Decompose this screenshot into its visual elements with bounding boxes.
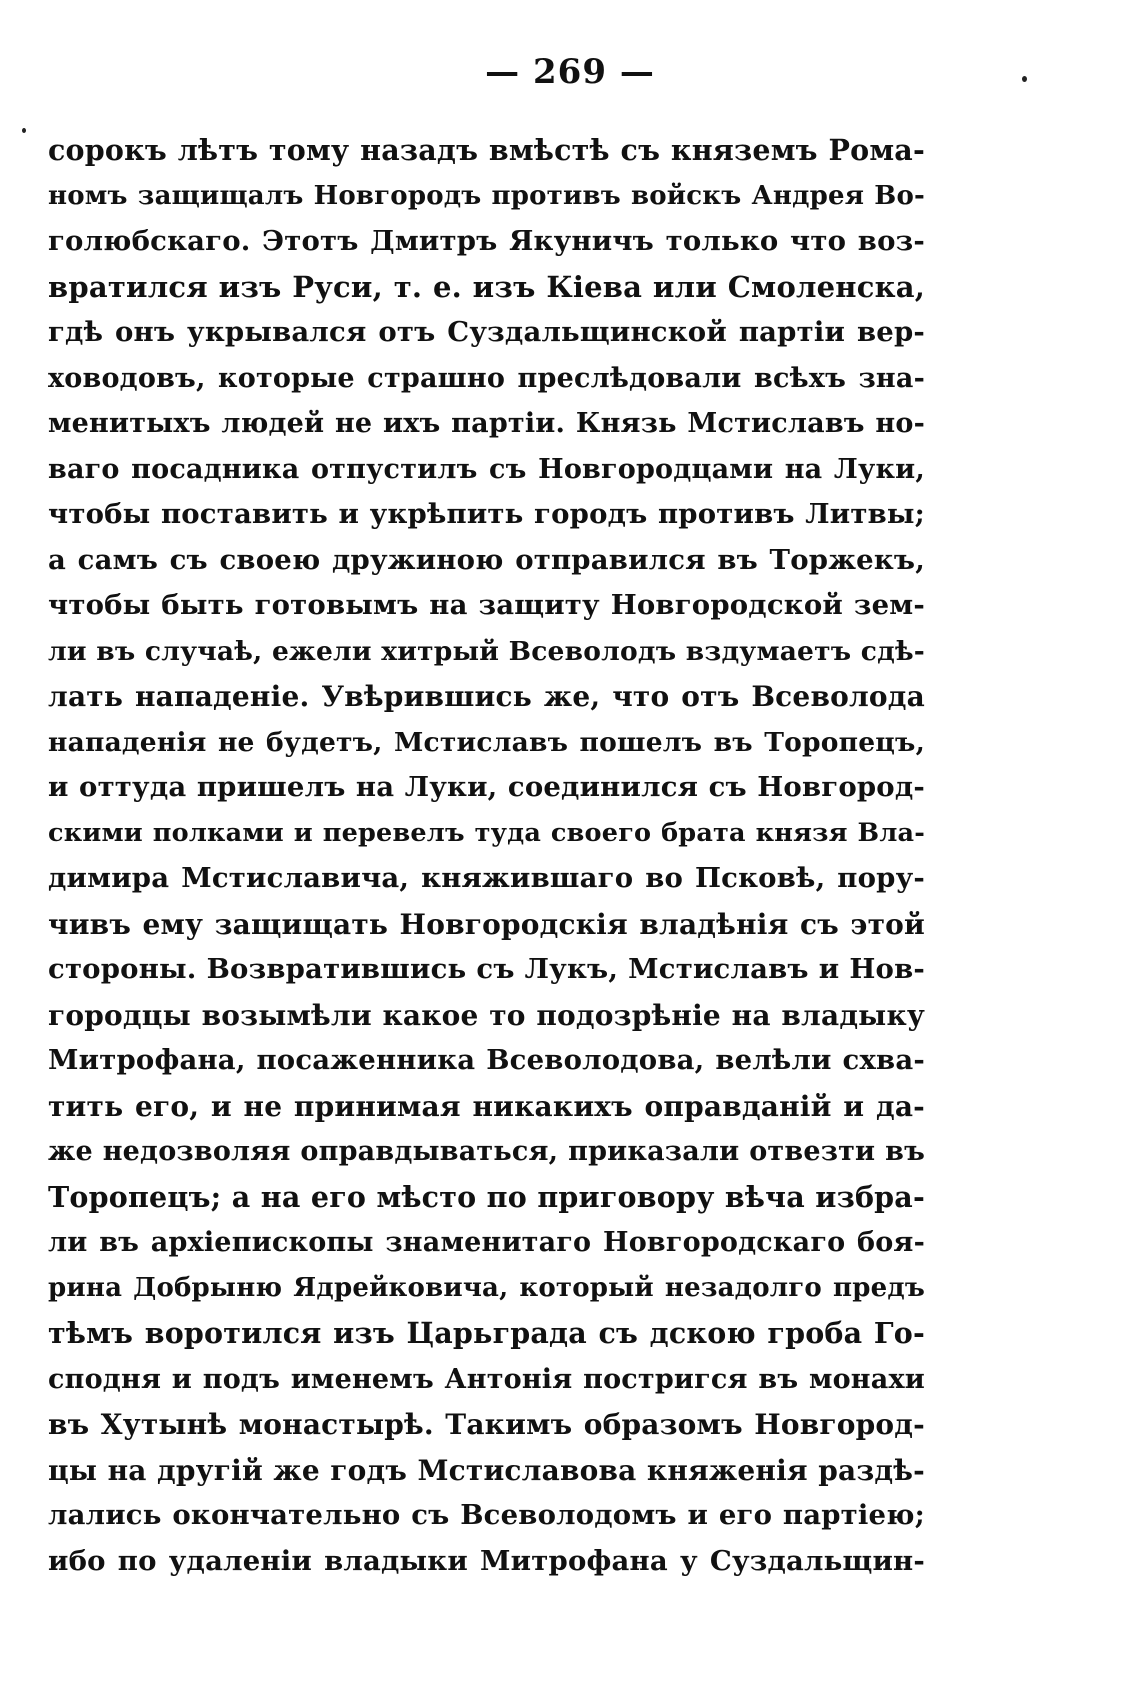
text-line: ваго посадника отпустилъ съ Новгородцами на Луки,: [48, 453, 925, 485]
text-line: ли въ случаѣ, ежели хитрый Всеволодъ вздумаетъ сдѣ-: [48, 635, 925, 667]
text-line: Митрофана, посаженника Всеволодова, велѣли схва-: [48, 1044, 925, 1076]
body-text: [48, 128, 925, 1584]
text-line: а самъ съ своею дружиною отправился въ Торжекъ,: [48, 543, 925, 576]
text-line: скими полками и перевелъ туда своего брата князя Вла-: [48, 817, 925, 848]
text-line: цы на другій же годъ Мстиславова княженія раздѣ-: [48, 1453, 925, 1487]
text-line: городцы возымѣли какое то подозрѣніе на владыку: [48, 998, 925, 1032]
text-line: чивъ ему защищать Новгородскія владѣнія съ этой: [48, 907, 925, 941]
ink-speck: [1022, 76, 1027, 82]
text-line: лать нападеніе. Увѣрившись же, что отъ Всеволода: [48, 680, 925, 713]
text-line: ли въ архіепископы знаменитаго Новгородскаго боя-: [48, 1227, 925, 1258]
text-line: димира Мстиславича, княжившаго во Псковѣ, пору-: [48, 862, 925, 894]
text-line: ховодовъ, которые страшно преслѣдовали всѣхъ зна-: [48, 362, 925, 394]
text-line: нападенія не будетъ, Мстиславъ пошелъ въ Торопецъ,: [48, 726, 925, 758]
text-line: стороны. Возвратившись съ Лукъ, Мстиславъ и Нов-: [48, 953, 925, 985]
text-line: въ Хутынѣ монастырѣ. Такимъ образомъ Новгород-: [48, 1408, 925, 1441]
text-line: вратился изъ Руси, т. е. изъ Кіева или Смоленска,: [48, 269, 925, 304]
ink-speck: [22, 128, 26, 133]
text-line: чтобы быть готовымъ на защиту Новгородской зем-: [48, 589, 925, 621]
text-line: номъ защищалъ Новгородъ противъ войскъ Андрея Во-: [48, 180, 925, 211]
text-line: ибо по удаленіи владыки Митрофана у Суздальщин-: [48, 1544, 925, 1577]
text-line: Торопецъ; а на его мѣсто по приговору вѣча избра-: [48, 1179, 925, 1214]
text-line: голюбскаго. Этотъ Дмитръ Якуничъ только что воз-: [48, 225, 925, 257]
text-line: сподня и подъ именемъ Антонія постригся въ монахи: [48, 1363, 925, 1395]
text-line: гдѣ онъ укрывался отъ Суздальщинской партіи вер-: [48, 316, 925, 348]
text-line: лались окончательно съ Всеволодомъ и его партіею;: [48, 1499, 925, 1531]
text-line: чтобы поставить и укрѣпить городъ противъ Литвы;: [48, 498, 925, 530]
text-line: тѣмъ воротился изъ Царьграда съ дскою гроба Го-: [48, 1316, 925, 1350]
text-line: же недозволяя оправдываться, приказали отвезти въ: [48, 1136, 925, 1167]
text-line: рина Добрыню Ядрейковича, который незадолго предъ: [48, 1272, 925, 1303]
page-number: — 269 —: [485, 52, 655, 92]
text-line: сорокъ лѣтъ тому назадъ вмѣстѣ съ княземъ Рома-: [48, 133, 925, 167]
text-line: и оттуда пришелъ на Луки, соединился съ Новгород-: [48, 771, 925, 803]
text-line: менитыхъ людей не ихъ партіи. Князь Мстиславъ но-: [48, 408, 925, 439]
text-line: тить его, и не принимая никакихъ оправданій и да-: [48, 1089, 925, 1123]
